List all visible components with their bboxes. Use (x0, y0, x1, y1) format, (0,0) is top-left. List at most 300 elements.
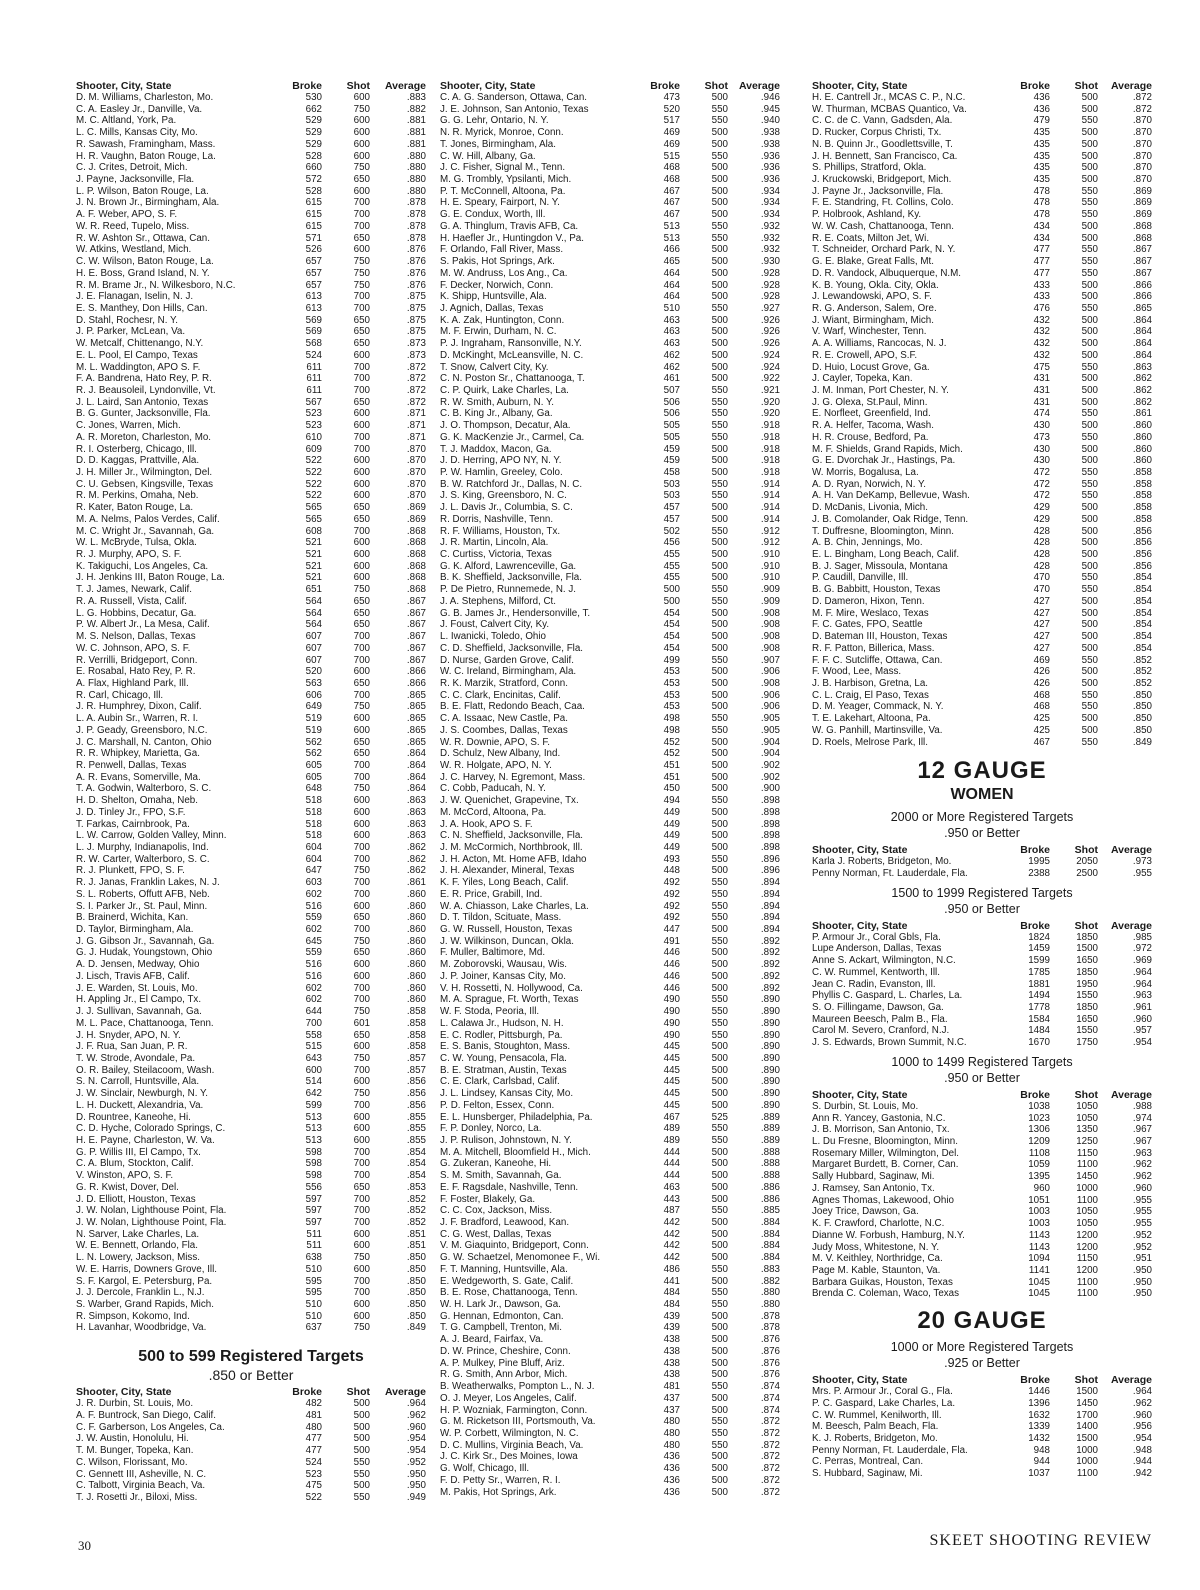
table-header (812, 1089, 1152, 1101)
table-header (812, 1374, 1152, 1386)
shot-value: 500 (1081, 713, 1098, 725)
table-row (440, 690, 780, 702)
shot-value: 550 (711, 654, 728, 666)
broke-value: 615 (305, 220, 322, 232)
shot-value: 550 (711, 994, 728, 1006)
shot-value: 500 (711, 619, 728, 631)
shooter-name: T. Duffresne, Bloomington, Minn. (812, 525, 954, 537)
average-value: .868 (406, 537, 426, 549)
shot-value: 500 (711, 631, 728, 643)
broke-value: 559 (305, 912, 322, 924)
average-value: .875 (406, 326, 426, 338)
broke-value: 562 (305, 748, 322, 760)
shooter-name: G. Hennan, Edmonton, Can. (440, 1310, 564, 1322)
shot-value: 500 (353, 1433, 370, 1445)
table-row (76, 760, 426, 772)
header-name: Shooter, City, State (812, 919, 908, 932)
shot-value: 700 (353, 209, 370, 221)
broke-value: 513 (305, 1111, 322, 1123)
table-row (812, 1101, 1152, 1113)
table-row (440, 1030, 780, 1042)
shooter-name: J. E. Flanagan, Iselin, N. J. (76, 291, 194, 303)
table-row (812, 1159, 1152, 1171)
shot-value: 700 (353, 291, 370, 303)
shot-value: 700 (353, 1205, 370, 1217)
shot-value: 550 (711, 396, 728, 408)
average-value: .898 (760, 830, 780, 842)
broke-value: 526 (305, 244, 322, 256)
average-value: .882 (406, 103, 426, 115)
broke-value: 637 (305, 1322, 322, 1334)
shot-value: 700 (353, 654, 370, 666)
average-value: .918 (760, 443, 780, 455)
shot-value: 500 (353, 1398, 370, 1410)
shot-value: 500 (711, 771, 728, 783)
shooter-name: J. P. Rulison, Johnstown, N. Y. (440, 1134, 572, 1146)
broke-value: 602 (305, 924, 322, 936)
shot-value: 1650 (1076, 1013, 1098, 1025)
shot-value: 550 (711, 1205, 728, 1217)
shot-value: 550 (711, 1263, 728, 1275)
shooter-name: K. B. Young, Okla. City, Okla. (812, 279, 939, 291)
shooter-name: C. Curtiss, Victoria, Texas (440, 549, 552, 561)
table-row (812, 1124, 1152, 1136)
broke-value: 651 (305, 584, 322, 596)
broke-value: 515 (305, 1041, 322, 1053)
shooter-name: Barbara Guikas, Houston, Texas (812, 1276, 953, 1288)
average-value: .918 (760, 420, 780, 432)
broke-value: 492 (663, 900, 680, 912)
broke-value: 455 (663, 560, 680, 572)
broke-value: 605 (305, 759, 322, 771)
average-value: .967 (1132, 1136, 1152, 1148)
average-value: .932 (760, 244, 780, 256)
shot-value: 550 (1081, 361, 1098, 373)
shooter-name: J. H. Jenkins III, Baton Rouge, La. (76, 572, 225, 584)
table-row (76, 1322, 426, 1334)
shooter-name: W. Atkins, Westland, Mich. (76, 244, 192, 256)
average-value: .898 (760, 795, 780, 807)
shooter-name: S. Hubbard, Saginaw, Mi. (812, 1468, 923, 1480)
shooter-name: M. W. Andruss, Los Ang., Ca. (440, 267, 568, 279)
shot-value: 550 (711, 478, 728, 490)
shot-value: 750 (353, 1088, 370, 1100)
average-value: .890 (760, 994, 780, 1006)
table-row (440, 1463, 780, 1475)
table-row (76, 244, 426, 256)
shot-value: 550 (711, 1006, 728, 1018)
broke-value: 486 (663, 1263, 680, 1275)
broke-value: 602 (305, 982, 322, 994)
table-row (440, 631, 780, 643)
shooter-name: G. M. Ricketson III, Portsmouth, Va. (440, 1416, 596, 1428)
table-row (76, 819, 426, 831)
broke-value: 454 (663, 607, 680, 619)
table-row (812, 678, 1152, 690)
broke-value: 462 (663, 349, 680, 361)
shooter-name: Jean C. Radin, Evanston, Ill. (812, 978, 936, 990)
table-row (440, 1229, 780, 1241)
average-value: .954 (406, 1433, 426, 1445)
shot-value: 1550 (1076, 990, 1098, 1002)
table-row (440, 1088, 780, 1100)
shot-value: 500 (711, 1275, 728, 1287)
broke-value: 428 (1033, 549, 1050, 561)
header-shot: Shot (1074, 844, 1098, 857)
shooter-name: W. Morris, Bogalusa, La. (812, 467, 919, 478)
shooter-name: L. C. Mills, Kansas City, Mo. (76, 127, 198, 139)
shot-value: 550 (711, 232, 728, 244)
table-row (76, 1112, 426, 1124)
table-header (812, 920, 1152, 932)
shooter-name: M. A. Nelms, Palos Verdes, Calif. (76, 513, 220, 525)
shot-value: 1000 (1076, 1456, 1098, 1468)
table-row (812, 1288, 1152, 1300)
shot-value: 550 (1081, 197, 1098, 209)
average-value: .872 (406, 396, 426, 408)
table-row (440, 1264, 780, 1276)
average-value: .885 (760, 1205, 780, 1217)
shooter-name: R. Penwell, Dallas, Texas (76, 759, 187, 771)
shooter-name: C. A. Easley Jr., Danville, Va. (76, 103, 203, 115)
broke-value: 563 (305, 677, 322, 689)
broke-value: 569 (305, 326, 322, 338)
shot-value: 1350 (1076, 1124, 1098, 1136)
table-row (76, 1030, 426, 1042)
broke-value: 960 (1033, 1182, 1050, 1194)
shot-value: 550 (711, 795, 728, 807)
table-row (440, 526, 780, 538)
shot-value: 1150 (1076, 1253, 1098, 1265)
shooter-name: L. Iwanicki, Toledo, Ohio (440, 631, 547, 643)
shot-value: 500 (1081, 595, 1098, 607)
shot-value: 500 (711, 642, 728, 654)
shot-value: 500 (711, 314, 728, 326)
table-row (440, 971, 780, 983)
table-row (812, 1025, 1152, 1037)
shooter-name: C. W. Young, Pensacola, Fla. (440, 1052, 567, 1064)
average-value: .850 (1132, 701, 1152, 713)
shooter-name: W. P. Corbett, Wilmington, N. C. (440, 1427, 579, 1439)
shot-value: 600 (353, 150, 370, 162)
shot-value: 500 (711, 1345, 728, 1357)
shooter-name: C. Cobb, Paducah, N. Y. (440, 783, 546, 795)
shot-value: 500 (711, 279, 728, 291)
shot-value: 700 (353, 1217, 370, 1228)
average-value: .865 (1132, 302, 1152, 314)
average-value: .857 (406, 1064, 426, 1076)
shot-value: 550 (711, 853, 728, 865)
shot-value: 550 (711, 150, 728, 162)
average-value: .908 (760, 677, 780, 689)
average-value: .867 (1132, 256, 1152, 268)
broke-value: 463 (663, 1181, 680, 1193)
shot-value: 750 (353, 584, 370, 596)
shot-value: 550 (711, 1017, 728, 1029)
broke-value: 1395 (1028, 1171, 1050, 1183)
average-value: .926 (760, 314, 780, 326)
shooter-name: H. Appling Jr., El Campo, Tx. (76, 994, 202, 1006)
shot-value: 1200 (1076, 1264, 1098, 1276)
broke-value: 1459 (1028, 943, 1050, 955)
shooter-name: J. Payne Jr., Jacksonville, Fla. (812, 185, 944, 197)
table-row (76, 783, 426, 795)
average-value: .918 (760, 467, 780, 478)
shot-value: 550 (1081, 115, 1098, 127)
average-value: .865 (406, 689, 426, 701)
shooter-name: C. A. Blum, Stockton, Calif. (76, 1158, 194, 1170)
broke-value: 442 (663, 1240, 680, 1252)
shooter-name: W. R. Holgate, APO, N. Y. (440, 759, 552, 771)
broke-value: 472 (1033, 490, 1050, 502)
broke-value: 428 (1033, 560, 1050, 572)
shooter-name: D. Nurse, Garden Grove, Calif. (440, 654, 574, 666)
average-value: .874 (760, 1404, 780, 1416)
average-value: .927 (760, 302, 780, 314)
shot-value: 500 (711, 1240, 728, 1252)
shot-value: 600 (353, 1041, 370, 1053)
shot-value: 500 (711, 1146, 728, 1158)
shooter-name: S. Durbin, St. Louis, Mo. (812, 1100, 919, 1112)
shooter-name: J. L. Davis Jr., Columbia, S. C. (440, 502, 573, 514)
shooter-name: A. Flax, Highland Park, Ill. (76, 677, 189, 689)
average-value: .934 (760, 185, 780, 197)
shot-value: 700 (353, 759, 370, 771)
broke-value: 498 (663, 724, 680, 736)
shot-value: 500 (1081, 138, 1098, 150)
table-row (812, 432, 1152, 444)
table-row (76, 596, 426, 608)
average-value: .952 (1132, 1229, 1152, 1241)
average-value: .881 (406, 115, 426, 127)
average-value: .860 (1132, 455, 1152, 467)
shooter-name: F. Orlando, Fall River, Mass. (440, 244, 564, 256)
shooter-name: N. R. Myrick, Monroe, Conn. (440, 127, 564, 139)
table-row (440, 209, 780, 221)
average-value: .864 (406, 771, 426, 783)
average-value: .860 (406, 935, 426, 947)
average-value: .878 (406, 232, 426, 244)
average-value: .871 (406, 408, 426, 420)
broke-value: 657 (305, 279, 322, 291)
shooter-name: Dianne W. Forbush, Hamburg, N.Y. (812, 1229, 965, 1241)
shooter-name: O. R. Bailey, Steilacoom, Wash. (76, 1064, 215, 1076)
shooter-name: T. W. Strode, Avondale, Pa. (76, 1052, 196, 1064)
shooter-name: R. M. Brame Jr., N. Wilkesboro, N.C. (76, 279, 236, 291)
average-value: .875 (406, 302, 426, 314)
table-row (76, 1299, 426, 1311)
average-value: .909 (760, 595, 780, 607)
shooter-name: L. P. Wilson, Baton Rouge, La. (76, 185, 209, 197)
broke-value: 597 (305, 1205, 322, 1217)
broke-value: 470 (1033, 584, 1050, 596)
average-value: .890 (760, 1041, 780, 1053)
table-row (76, 655, 426, 667)
g12-s1-sub: .950 or Better (944, 826, 1020, 841)
shooter-name: Carol M. Severo, Cranford, N.J. (812, 1025, 950, 1037)
table-row (812, 549, 1152, 561)
table-row (440, 1053, 780, 1065)
shot-value: 500 (711, 1369, 728, 1381)
results-table-g20 (812, 1374, 1152, 1480)
shot-value: 500 (711, 1193, 728, 1205)
shooter-name: J. E. Johnson, San Antonio, Texas (440, 103, 589, 115)
average-value: .988 (1132, 1100, 1152, 1112)
broke-value: 443 (663, 1193, 680, 1205)
shooter-name: B. Brainerd, Wichita, Kan. (76, 912, 189, 924)
shooter-name: A. D. Ryan, Norwich, N. Y. (812, 478, 926, 490)
average-value: .949 (406, 1491, 426, 1503)
average-value: .889 (760, 1123, 780, 1135)
broke-value: 1051 (1028, 1194, 1050, 1206)
broke-value: 522 (305, 467, 322, 478)
table-header (812, 80, 1152, 92)
shot-value: 700 (353, 197, 370, 209)
broke-value: 436 (663, 1463, 680, 1475)
average-value: .962 (406, 1409, 426, 1421)
table-row (76, 959, 426, 971)
broke-value: 434 (1033, 220, 1050, 232)
shot-value: 600 (353, 900, 370, 912)
shooter-name: J. H. Snyder, APO, N. Y. (76, 1029, 181, 1041)
shooter-name: H. R. Crouse, Bedford, Pa. (812, 431, 929, 443)
average-value: .928 (760, 267, 780, 279)
average-value: .880 (406, 162, 426, 174)
average-value: .932 (760, 232, 780, 244)
shooter-name: S. M. Smith, Savannah, Ga. (440, 1170, 562, 1182)
shot-value: 500 (711, 291, 728, 303)
table-row (76, 174, 426, 186)
table-row (76, 186, 426, 198)
shooter-name: M. C. Wright Jr., Savannah, Ga. (76, 525, 215, 537)
average-value: .940 (760, 115, 780, 127)
table-row (76, 1264, 426, 1276)
shooter-name: C. Wilson, Florissant, Mo. (76, 1456, 188, 1468)
shooter-name: L. G. Hobbins, Decatur, Ga. (76, 607, 197, 619)
table-row (812, 174, 1152, 186)
shot-value: 500 (711, 759, 728, 771)
average-value: .928 (760, 291, 780, 303)
shooter-name: J. E. Warden, St. Louis, Mo. (76, 982, 198, 994)
broke-value: 528 (305, 185, 322, 197)
shot-value: 500 (711, 373, 728, 385)
shooter-name: F. A. Bandrena, Hato Rey, P. R. (76, 373, 212, 385)
header-broke: Broke (292, 80, 322, 92)
average-value: .874 (760, 1392, 780, 1404)
shooter-name: C. U. Gebsen, Kingsville, Texas (76, 478, 214, 490)
broke-value: 467 (663, 209, 680, 221)
shot-value: 550 (711, 103, 728, 115)
broke-value: 436 (1033, 103, 1050, 115)
shooter-name: R. G. Smith, Ann Arbor, Mich. (440, 1369, 568, 1381)
shot-value: 500 (711, 806, 728, 818)
shot-value: 500 (711, 842, 728, 853)
shooter-name: D. Huio, Locust Grove, Ga. (812, 361, 930, 373)
header-shot: Shot (1074, 1088, 1098, 1101)
shot-value: 500 (711, 537, 728, 549)
results-table-1 (76, 80, 426, 1334)
shooter-name: B. G. Babbitt, Houston, Texas (812, 584, 941, 596)
shot-value: 500 (711, 1181, 728, 1193)
average-value: .962 (1132, 1397, 1152, 1409)
table-row (76, 994, 426, 1006)
broke-value: 457 (663, 502, 680, 514)
table-row (76, 115, 426, 127)
header-name: Shooter, City, State (76, 1386, 172, 1399)
table-row (76, 209, 426, 221)
table-row (76, 947, 426, 959)
table-row (76, 362, 426, 374)
average-value: .869 (1132, 197, 1152, 209)
shot-value: 650 (353, 912, 370, 924)
shooter-name: J. C. Harvey, N. Egremont, Mass. (440, 771, 586, 783)
shot-value: 600 (353, 490, 370, 502)
average-value: .850 (406, 1263, 426, 1275)
shot-value: 750 (353, 783, 370, 795)
shooter-name: T. Farkas, Cairnbrook, Pa. (76, 818, 190, 830)
broke-value: 642 (305, 1088, 322, 1100)
broke-value: 700 (305, 1017, 322, 1029)
table-row (440, 795, 780, 807)
shooter-name: J. Ramsey, San Antonio, Tx. (812, 1182, 935, 1194)
broke-value: 446 (663, 947, 680, 959)
shot-value: 500 (1081, 642, 1098, 654)
shooter-name: E. S. Manthey, Don Hills, Can. (76, 302, 208, 314)
shot-value: 500 (1081, 279, 1098, 291)
average-value: .924 (760, 349, 780, 361)
table-row (440, 1276, 780, 1288)
shooter-name: D. Schulz, New Albany, Ind. (440, 748, 561, 760)
broke-value: 603 (305, 877, 322, 889)
broke-value: 473 (1033, 431, 1050, 443)
header-broke: Broke (1020, 80, 1050, 92)
shooter-name: J. Lewandowski, APO, S. F. (812, 291, 932, 303)
table-row (812, 619, 1152, 631)
g12-s3-sub: .950 or Better (944, 1070, 1020, 1085)
average-value: .878 (406, 197, 426, 209)
shooter-name: B. G. Gunter, Jacksonville, Fla. (76, 408, 211, 420)
shot-value: 650 (353, 314, 370, 326)
table-row (440, 1369, 780, 1381)
average-value: .936 (760, 174, 780, 186)
broke-value: 425 (1033, 713, 1050, 725)
table-row (812, 868, 1152, 880)
broke-value: 518 (305, 818, 322, 830)
shot-value: 650 (353, 396, 370, 408)
shot-value: 1050 (1076, 1206, 1098, 1218)
average-value: .856 (1132, 549, 1152, 561)
average-value: .872 (1132, 103, 1152, 115)
average-value: .876 (406, 256, 426, 268)
broke-value: 463 (663, 326, 680, 338)
table-row (812, 151, 1152, 163)
broke-value: 602 (305, 994, 322, 1006)
average-value: .920 (760, 408, 780, 420)
shooter-name: T. Jones, Birmingham, Ala. (440, 138, 556, 150)
broke-value: 478 (1033, 209, 1050, 221)
average-value: .860 (1132, 420, 1152, 432)
broke-value: 568 (305, 338, 322, 350)
table-row (440, 291, 780, 303)
broke-value: 467 (1033, 736, 1050, 748)
broke-value: 503 (663, 478, 680, 490)
broke-value: 472 (1033, 467, 1050, 478)
table-row (440, 104, 780, 116)
average-value: .894 (760, 912, 780, 924)
table-row (440, 572, 780, 584)
shot-value: 550 (1081, 431, 1098, 443)
average-value: .884 (760, 1217, 780, 1228)
